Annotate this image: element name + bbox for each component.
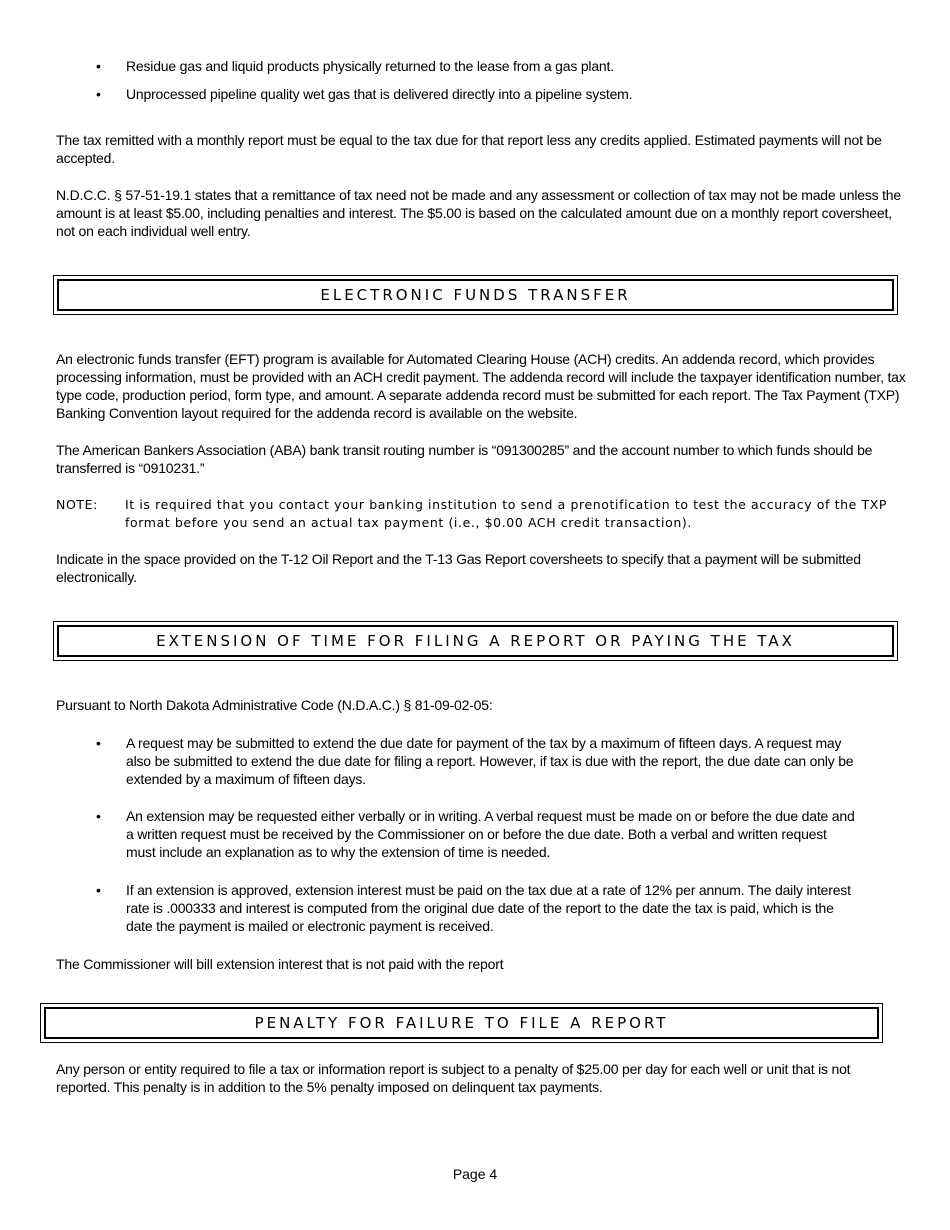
eft-section-banner: [53, 275, 898, 315]
bullet-text: Unprocessed pipeline quality wet gas that is delivered directly into a pipeline system.: [126, 86, 633, 102]
penalty-heading: PENALTY FOR FAILURE TO FILE A REPORT: [254, 1014, 669, 1032]
aba-routing-paragraph: The American Bankers Association (ABA) bank transit routing number is “091300285” and the account number to which funds should be transferred is “0910231.”: [56, 442, 873, 476]
bullet-marker: •: [96, 58, 101, 74]
page-number: Page 4: [452, 1166, 498, 1182]
eft-program-paragraph: An electronic funds transfer (EFT) program is available for Automated Clearing House (ACH) credits. An addenda record, which provides processing information, must be provided with an ACH credit payment. The addenda record will include the taxpayer identification number, tax type code, production period, form type, and amount. A separate addenda record must be submitted for each report. The Tax Payment (TXP) Banking Convention layout required for the addenda record is available on the website.: [56, 351, 906, 421]
extension-heading: EXTENSION OF TIME FOR FILING A REPORT OR PAYING THE TAX: [156, 632, 795, 650]
minimum-remittance-paragraph: N.D.C.C. § 57-51-19.1 states that a remittance of tax need not be made and any assessment or collection of tax may not be made unless the amount is at least $5.00, including penalties and interest. The $5.00 is based on the calculated amount due on a monthly report coversheet, not on each individual well entry.: [56, 187, 901, 239]
bullet-marker: •: [96, 882, 101, 898]
extension-closing-paragraph: The Commissioner will bill extension interest that is not paid with the report: [56, 956, 504, 972]
bullet-marker: •: [96, 735, 101, 751]
bullet-marker: •: [96, 86, 101, 102]
extension-intro-paragraph: Pursuant to North Dakota Administrative Code (N.D.A.C.) § 81-09-02-05:: [56, 697, 493, 713]
extension-section-banner: [53, 621, 898, 661]
note-label: NOTE:: [56, 497, 98, 512]
bullet-text: If an extension is approved, extension interest must be paid on the tax due at a rate of 12% per annum. The daily interest rate is .000333 and interest is computed from the original due date of the report to the date the tax is paid, which is the date the payment is mailed or electronic payment is received.: [126, 882, 851, 934]
penalty-section-banner: [40, 1003, 883, 1043]
tax-remittance-paragraph: The tax remitted with a monthly report must be equal to the tax due for that report less any credits applied. Estimated payments will not be accepted.: [56, 132, 882, 166]
bullet-marker: •: [96, 808, 101, 824]
bullet-text: An extension may be requested either verbally or in writing. A verbal request must be made on or before the due date and a written request must be received by the Commissioner on or before the due date. Both a verbal and written request must include an explanation as to why the extension of time is needed.: [126, 808, 855, 860]
bullet-text: Residue gas and liquid products physically returned to the lease from a gas plant.: [126, 58, 614, 74]
eft-heading: ELECTRONIC FUNDS TRANSFER: [320, 286, 631, 304]
eft-closing-paragraph: Indicate in the space provided on the T-12 Oil Report and the T-13 Gas Report coversheets to specify that a payment will be submitted electronically.: [56, 551, 861, 585]
bullet-text: A request may be submitted to extend the due date for payment of the tax by a maximum of fifteen days. A request may also be submitted to extend the due date for filing a report. However, if tax is due with the report, the due date can only be extended by a maximum of fifteen days.: [126, 735, 854, 787]
penalty-paragraph: Any person or entity required to file a tax or information report is subject to a penalty of $25.00 per day for each well or unit that is not reported. This penalty is in addition to the 5% penalty imposed on delinquent tax payments.: [56, 1061, 851, 1095]
note-text: It is required that you contact your banking institution to send a prenotification to test the accuracy of the TXP format before you send an actual tax payment (i.e., $0.00 ACH credit transaction).: [125, 497, 888, 530]
